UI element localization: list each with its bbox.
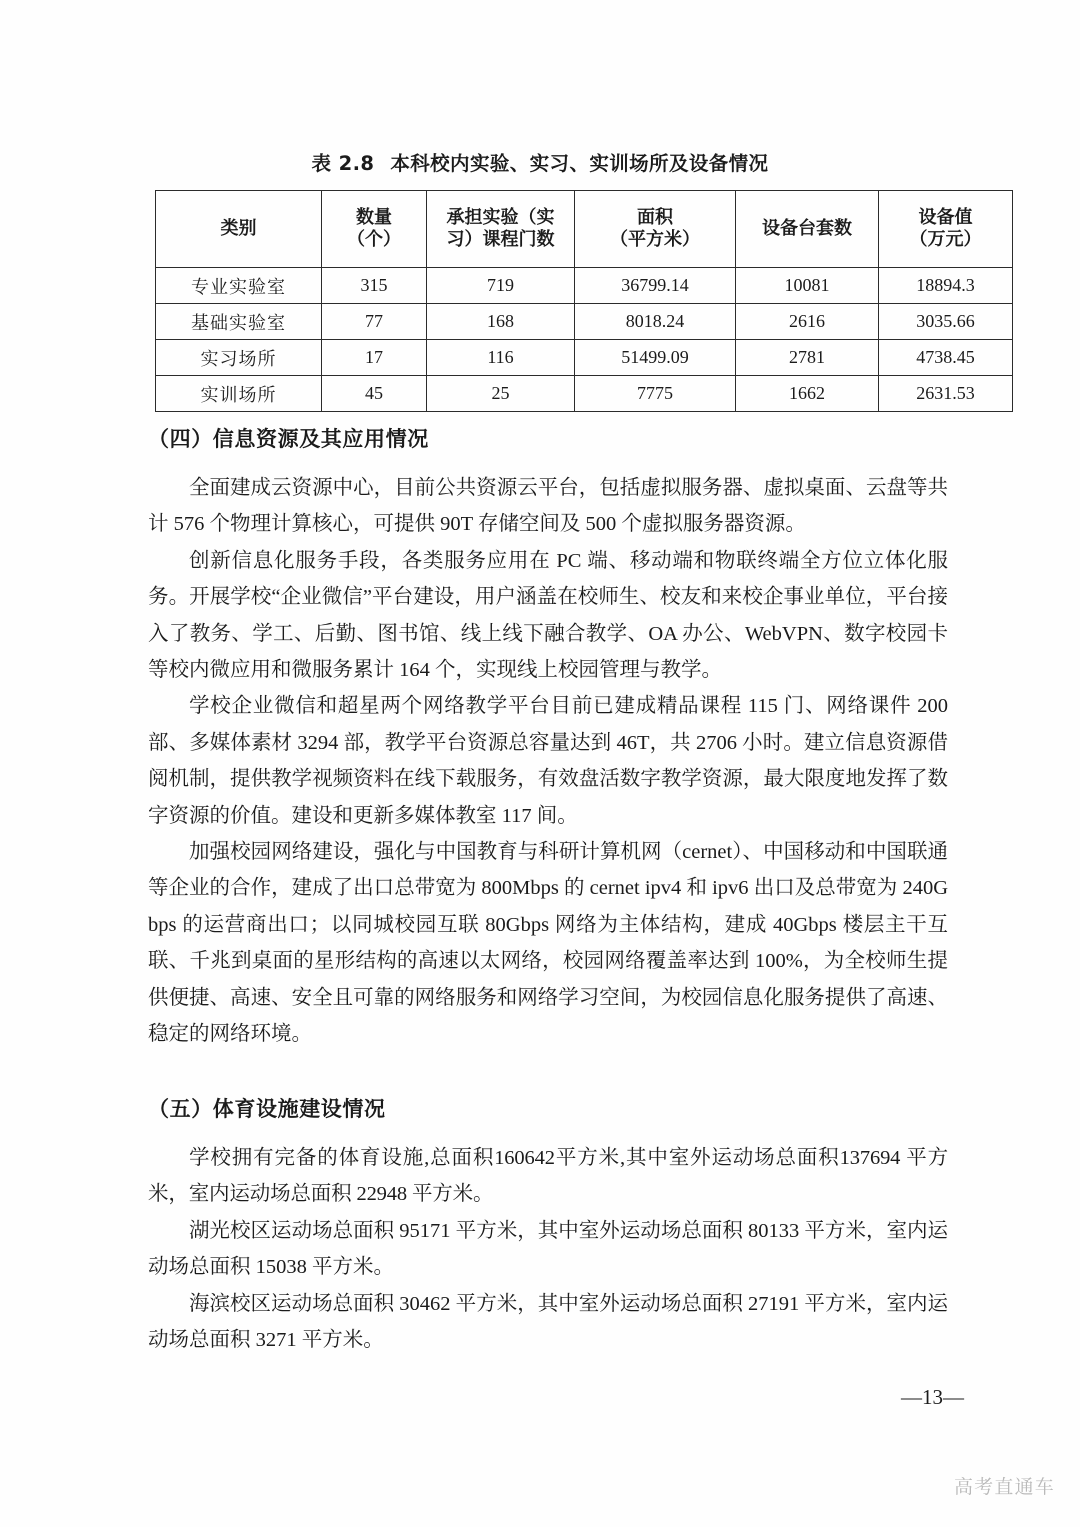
header-category bbox=[156, 191, 322, 268]
paragraph: 学校企业微信和超星两个网络教学平台目前已建成精品课程 115 门、网络课件 200 部、多媒体素材 3294 部，教学平台资源总容量达到 46T，共 2706 小时。建立信息资源借阅机制，提供教学视频资料在线下载服务，有效盘活数字教学资源，最大限度地发挥了数字资源的价值。建设和更新多媒体教室 117 间。 bbox=[148, 695, 948, 827]
paragraph: 创新信息化服务手段，各类服务应用在 PC 端、移动端和物联终端全方位立体化服务。开展学校“企业微信”平台建设，用户涵盖在校师生、校友和来校企事业单位，平台接入了教务、学工、后勤、图书馆、线上线下融合教学、OA 办公、WebVPN、数字校园卡等校内微应用和微服务累计 164 个，实现线上校园管理与教学。 bbox=[148, 549, 948, 682]
cell-value: 4738.45 bbox=[879, 340, 1013, 376]
cell-courses: 168 bbox=[427, 304, 575, 340]
cell-devices: 2616 bbox=[736, 304, 879, 340]
page-number-text: —13— bbox=[901, 1385, 964, 1409]
header-devices-text: 设备台套数 bbox=[762, 218, 852, 240]
cell-value: 18894.3 bbox=[879, 268, 1013, 304]
table-row bbox=[156, 268, 1013, 304]
header-value bbox=[879, 191, 1013, 268]
paragraph: 全面建成云资源中心，目前公共资源云平台，包括虚拟服务器、虚拟桌面、云盘等共计 576 个物理计算核心，可提供 90T 存储空间及 500 个虚拟服务器资源。 bbox=[148, 477, 948, 536]
table-header-row bbox=[156, 191, 1013, 268]
cell-count: 315 bbox=[322, 268, 427, 304]
header-courses bbox=[427, 191, 575, 268]
header-area bbox=[575, 191, 736, 268]
section-body-sports-facilities bbox=[148, 1140, 948, 1358]
facilities-table bbox=[155, 190, 1013, 412]
cell-devices: 2781 bbox=[736, 340, 879, 376]
table-row bbox=[156, 340, 1013, 376]
header-devices bbox=[736, 191, 879, 268]
header-category-text: 类别 bbox=[220, 218, 257, 240]
cell-area: 7775 bbox=[575, 376, 736, 412]
table-wrapper bbox=[155, 190, 982, 412]
cell-category: 实习场所 bbox=[156, 340, 322, 376]
header-value-line2: （万元） bbox=[909, 229, 982, 250]
header-courses-line1: 承担实验（实 bbox=[446, 207, 555, 229]
header-courses-line2: 习）课程门数 bbox=[446, 229, 555, 250]
section-heading-sports-facilities: （五）体育设施建设情况 bbox=[148, 1097, 386, 1121]
section-body-info-resources bbox=[148, 470, 948, 1053]
cell-courses: 719 bbox=[427, 268, 575, 304]
watermark: 高考直通车 bbox=[953, 1476, 1055, 1498]
header-count-line2: （个） bbox=[347, 229, 401, 250]
header-area-line2: （平方米） bbox=[610, 229, 700, 250]
table-row bbox=[156, 304, 1013, 340]
cell-value: 2631.53 bbox=[879, 376, 1013, 412]
paragraph: 加强校园网络建设，强化与中国教育与科研计算机网（cernet）、中国移动和中国联通等企业的合作，建成了出口总带宽为 800Mbps 的 cernet ipv4 和 ipv6 出口及总带宽为 240Gbps 的运营商出口；以同城校园互联 80Gbps 网络为主体结构，建成 40Gbps 楼层主干互联、千兆到桌面的星形结构的高速以太网络，校园网络覆盖率达到 100%，为全校师生提供便捷、高速、安全且可靠的网络服务和网络学习空间，为校园信息化服务提供了高速、稳定的网络环境。 bbox=[148, 841, 948, 1046]
section-heading-info-resources: （四）信息资源及其应用情况 bbox=[148, 427, 429, 451]
paragraph: 学校拥有完备的体育设施,总面积160642平方米,其中室外运动场总面积137694 平方米，室内运动场总面积 22948 平方米。 bbox=[148, 1147, 948, 1206]
table-caption bbox=[0, 148, 1080, 176]
cell-category: 基础实验室 bbox=[156, 304, 322, 340]
cell-devices: 1662 bbox=[736, 376, 879, 412]
table-row bbox=[156, 376, 1013, 412]
cell-category: 实训场所 bbox=[156, 376, 322, 412]
cell-courses: 25 bbox=[427, 376, 575, 412]
header-count bbox=[322, 191, 427, 268]
cell-count: 17 bbox=[322, 340, 427, 376]
header-count-line1: 数量 bbox=[356, 207, 392, 229]
table-caption-number: 表 2.8 bbox=[311, 152, 375, 175]
paragraph: 湖光校区运动场总面积 95171 平方米，其中室外运动场总面积 80133 平方米，室内运动场总面积 15038 平方米。 bbox=[148, 1219, 948, 1279]
page-number bbox=[0, 1385, 1080, 1410]
cell-courses: 116 bbox=[427, 340, 575, 376]
cell-value: 3035.66 bbox=[879, 304, 1013, 340]
paragraph: 海滨校区运动场总面积 30462 平方米，其中室外运动场总面积 27191 平方米，室内运动场总面积 3271 平方米。 bbox=[148, 1292, 948, 1352]
cell-category: 专业实验室 bbox=[156, 268, 322, 304]
cell-devices: 10081 bbox=[736, 268, 879, 304]
header-area-line1: 面积 bbox=[637, 207, 673, 229]
header-value-line1: 设备值 bbox=[918, 207, 973, 229]
cell-count: 45 bbox=[322, 376, 427, 412]
table-caption-title: 本科校内实验、实习、实训场所及设备情况 bbox=[390, 152, 769, 175]
cell-area: 51499.09 bbox=[575, 340, 736, 376]
cell-count: 77 bbox=[322, 304, 427, 340]
cell-area: 36799.14 bbox=[575, 268, 736, 304]
cell-area: 8018.24 bbox=[575, 304, 736, 340]
